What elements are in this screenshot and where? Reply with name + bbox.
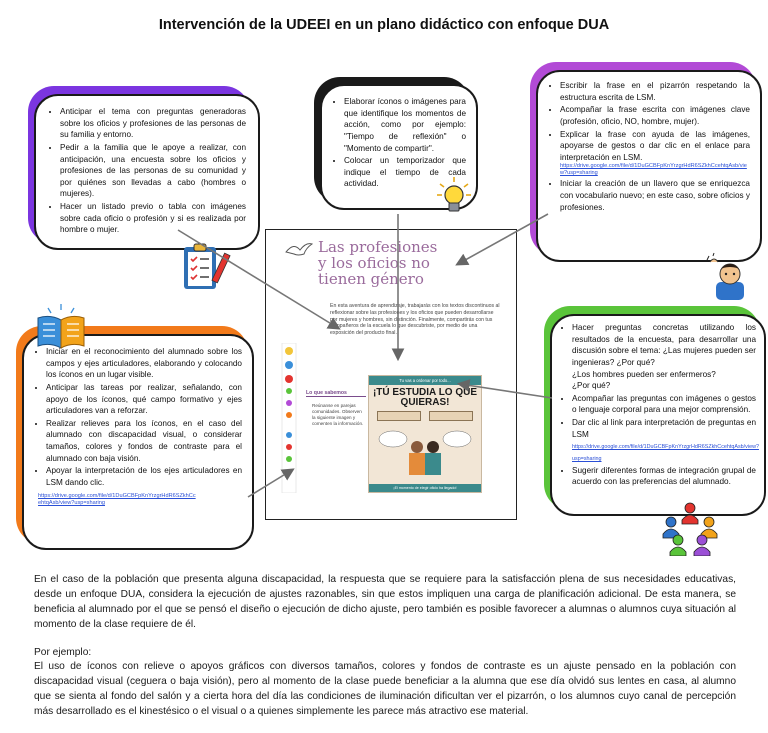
list-item: • Apoyar la interpretación de los ejes articuladores en LSM dando clic. — [46, 465, 242, 488]
list-item: • Elaborar íconos o imágenes para que identifique los momentos de acción, como por ejemplo: "Tiempo de reflexión" o "Momento de compartir". — [344, 96, 466, 154]
poster-footer: ¡El momento de elegir oficio ha llegado! — [369, 484, 481, 492]
page-title: Intervención de la UDEEI en un plano didáctico con enfoque DUA — [158, 17, 610, 33]
lsm-video-link[interactable]: https://drive.google.com/file/d/1DuGCBFpKnYrzgrHdR6SZkhCcehtqAsb/view?usp=sharing — [560, 163, 747, 177]
poster-headline: ¡TÚ ESTUDIA LO QUE QUIERAS! — [372, 387, 478, 408]
list-item: • Acompañar las preguntas con imágenes o gestos o lenguaje corporal para una mejor comprensión. — [572, 393, 756, 416]
example-label: Por ejemplo: — [34, 647, 92, 658]
list-item: • Anticipar las tareas por realizar, señalando, con apoyo de los íconos, qué campo formativo y ejes articuladores van a reforzar. — [46, 382, 242, 417]
list-item-text: Hacer preguntas concretas utilizando los resultados de la encuesta, para desarrollar una discusión sobre el tema: ¿Las mujeres pueden ser ingenieras? ¿Por qué? — [572, 323, 756, 367]
list-item: • Realizar relieves para los íconos, en el caso del alumnado con discapacidad visual, o considerar tamaños, colores y fondos de contraste para el alumnado con baja visión. — [46, 418, 242, 465]
list-item-text: ¿Los hombres pueden ser enfermeros? — [572, 369, 716, 379]
list-item-text: Explicar la frase con ayuda de las imágenes, apoyarse de gestos o dar clic en el enlace para interpretación en LSM. — [560, 129, 750, 162]
paragraph-intro: En el caso de la población que presenta alguna discapacidad, la respuesta que se requiere para la satisfacción plena de sus necesidades educativas, desde un enfoque DUA, considera la ejecución de ajustes razonables, sin que estos impliquen una carga de planificación adicional. De esta manera, se beneficia al alumnado por el que se pensó el diseño o ejecución de dicho ajuste, pero también es posible favorecer a alumnas o alumnos cuya situación al momento de la clase requiere de él. — [34, 574, 736, 630]
list-item: • Iniciar la creación de un llavero que se enriquezca con vocabulario nuevo; en este caso, sobre oficios y profesiones. — [560, 178, 750, 213]
list-item: • Anticipar el tema con preguntas generadoras sobre los oficios y profesiones de las personas de su familia y entorno. — [60, 106, 246, 141]
lesson-title-line: tienen género — [318, 269, 424, 288]
lsm-video-link[interactable]: https://drive.google.com/file/d/1DuGCBFpKnYrzgrHdR6SZkhCcehtqAsb/view?usp=sharing — [572, 444, 759, 463]
list-item: • Iniciar en el reconocimiento del alumnado sobre los campos y ejes articuladores, elaborando y colocando los íconos en un lugar visible. — [46, 346, 242, 381]
lesson-title-line: y los oficios no — [318, 253, 430, 272]
section-text: Reúnanse en parejas comunidades. Observen la siguiente imagen y comenten la información. — [312, 403, 364, 426]
list-item: • Colocar un temporizador que indique el tiempo de cada actividad. — [344, 155, 466, 190]
lesson-title-line: Las profesiones — [318, 238, 438, 256]
list-item-text: ¿Por qué? — [572, 381, 611, 391]
list-item: • Pedir a la familia que le apoye a realizar, con anticipación, una encuesta sobre los oficios y profesiones de las personas de su comunidad y por quiénes son llevadas a cabo (hombres o mujeres). — [60, 142, 246, 200]
lesson-intro: En esta aventura de aprendizaje, trabajarás con los textos discontinuos al reflexionar sobre las profesiones y los oficios que pueden desarrollarse por mujeres y hombres, sin distinción. Finalmente, compartirás con tus compañeros de la escuela lo que descubriste, por medio de una exposición del producto final. — [330, 303, 500, 336]
list-item-text: Dar clic al link para interpretación de preguntas en LSM — [572, 418, 756, 439]
section-title: Lo que sabemos — [306, 390, 366, 397]
list-item: • Sugerir diferentes formas de integración grupal de acuerdo con las preferencias del alumnado. — [572, 465, 756, 488]
list-item: • Hacer un listado previo o tabla con imágenes sobre cada oficio o profesión y si es realizada por hombre o mujer. — [60, 201, 246, 236]
list-item: • Escribir la frase en el pizarrón respetando la estructura escrita de LSM. — [560, 80, 750, 103]
paragraph-example: El uso de íconos con relieve o apoyos gráficos con diversos tamaños, colores y fondos de contraste es un ajuste pensado en la población con discapacidad visual (ceguera o baja visión), pero al momento de la clase puede beneficiar a la alumna que ese día olvidó sus lentes en casa, al alumno que se sienta al fondo del salón y a cierta hora del día las condiciones de iluminación dificultan ver el pizarrón, o los alumnos cuyo canal de percepción más desarrollado es el kinestésico o el visual o a quienes simplemente les parece más atractivo ese material. — [34, 661, 736, 717]
lsm-video-link[interactable]: https://drive.google.com/file/d/1DuGCBFpKnYrzgrHdR6SZkhCcehtqAsb/view?usp=sharing — [38, 492, 196, 506]
poster-header: Tu vas a ordenar por todo... — [369, 376, 481, 385]
list-item: • Acompañar la frase escrita con imágenes clave (profesión, oficio, NO, hombre, mujer). — [560, 104, 750, 127]
